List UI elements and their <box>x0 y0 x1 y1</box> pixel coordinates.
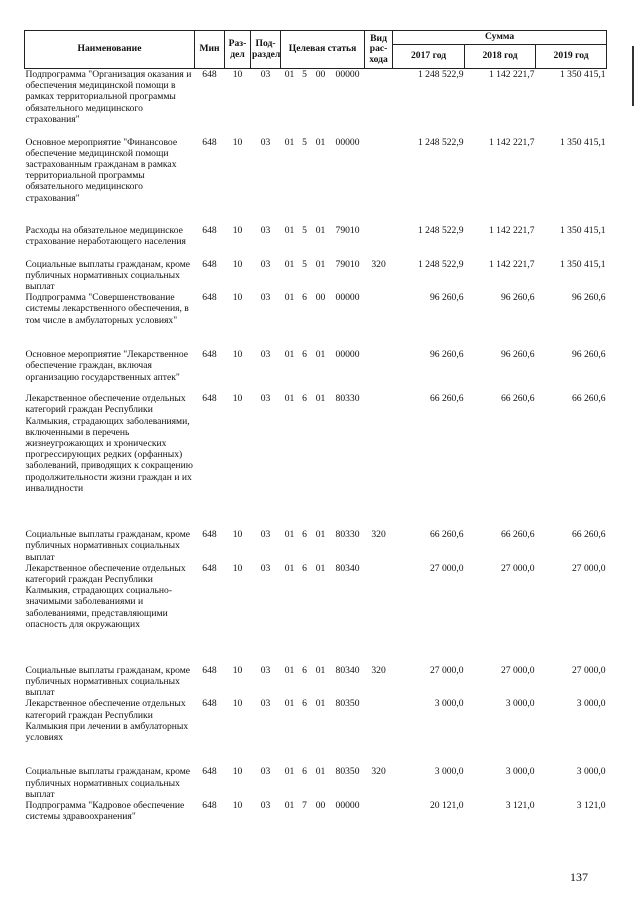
row-vid-cell: 320 <box>371 664 386 676</box>
row-sum-2018-cell: 1 142 221,7 <box>488 224 535 236</box>
row-target-direction-cell: 00000 <box>335 349 360 361</box>
row-target-direction-cell: 00000 <box>335 799 360 811</box>
row-target-subprogram-cell: 6 <box>302 292 307 304</box>
row-sum-2017-cell: 1 248 522,9 <box>417 136 464 148</box>
row-vid-cell: 320 <box>371 258 386 270</box>
row-target-event-cell: 01 <box>315 698 326 710</box>
row-target-subprogram-cell: 6 <box>302 698 307 710</box>
row-sum-2019-cell: 1 350 415,1 <box>559 224 606 236</box>
row-vid-cell <box>365 292 393 349</box>
col-header-vid: Вид рас- хода <box>365 31 393 69</box>
row-name-cell: Подпрограмма "Организация оказания и обеспечения медицинской помощи в рамках территориальной программы обязательного медицинского страхования" <box>25 69 192 125</box>
table-row <box>25 766 607 800</box>
row-target-direction-cell: 80330 <box>335 393 360 405</box>
row-podrazdel-cell: 03 <box>260 69 271 80</box>
row-sum-2019-cell: 3 000,0 <box>576 698 606 710</box>
row-target-subprogram-cell: 5 <box>302 136 307 148</box>
row-podrazdel-cell: 03 <box>260 292 271 304</box>
row-target-event-cell: 01 <box>315 562 326 574</box>
row-target-subprogram-cell: 6 <box>302 664 307 676</box>
table-row <box>25 665 607 699</box>
table-row <box>25 69 607 137</box>
row-min-cell: 648 <box>202 136 217 148</box>
row-min-cell: 648 <box>202 69 217 80</box>
row-sum-2019-cell: 96 260,6 <box>571 349 606 361</box>
row-target-program-cell: 01 <box>284 258 295 270</box>
row-razdel-cell: 10 <box>232 393 243 405</box>
row-sum-2017-cell: 3 000,0 <box>434 766 464 778</box>
row-target-subprogram-cell: 6 <box>302 529 307 541</box>
row-sum-2018-cell: 27 000,0 <box>500 562 535 574</box>
table-row <box>25 800 607 833</box>
row-sum-2018-cell: 1 142 221,7 <box>488 136 535 148</box>
row-sum-2019-cell: 27 000,0 <box>571 664 606 676</box>
row-podrazdel-cell: 03 <box>260 799 271 811</box>
row-podrazdel-cell: 03 <box>260 529 271 541</box>
row-sum-2019-cell: 27 000,0 <box>571 562 606 574</box>
row-target-event-cell: 01 <box>315 349 326 361</box>
row-name-cell: Лекарственное обеспечение отдельных категорий граждан Республики Калмыкия, страдающих заболеваниями, включенными в перечень жизнеугрожающих и хронических прогрессирующих редких (орфанных) заболеваний, приводящих к сокращению продолжительности жизни граждан и их инвалидности <box>25 393 193 494</box>
row-sum-2017-cell: 1 248 522,9 <box>417 69 464 80</box>
row-min-cell: 648 <box>202 562 217 574</box>
row-target-subprogram-cell: 6 <box>302 349 307 361</box>
row-target-program-cell: 01 <box>284 393 295 405</box>
row-target-direction-cell: 80350 <box>335 766 360 778</box>
row-sum-2018-cell: 3 000,0 <box>505 698 535 710</box>
row-target-direction-cell: 80330 <box>335 529 360 541</box>
row-razdel-cell: 10 <box>232 349 243 361</box>
row-razdel-cell: 10 <box>232 224 243 236</box>
row-vid-cell: 320 <box>371 766 386 778</box>
row-name-cell: Расходы на обязательное медицинское страхование неработающего населения <box>25 224 186 247</box>
col-header-podrazdel: Под- раздел <box>251 31 281 69</box>
row-name-cell: Основное мероприятие "Финансовое обеспечение медицинской помощи застрахованным гражданам в рамках территориальной программы обязательного медицинского страхования" <box>25 136 178 204</box>
row-podrazdel-cell: 03 <box>260 393 271 405</box>
row-target-event-cell: 00 <box>315 799 326 811</box>
row-podrazdel-cell: 03 <box>260 258 271 270</box>
row-target-subprogram-cell: 5 <box>302 69 307 80</box>
row-target-event-cell: 01 <box>315 258 326 270</box>
row-razdel-cell: 10 <box>232 562 243 574</box>
row-name-cell: Социальные выплаты гражданам, кроме публичных нормативных социальных выплат <box>25 766 191 800</box>
row-sum-2017-cell: 96 260,6 <box>429 349 464 361</box>
row-razdel-cell: 10 <box>232 529 243 541</box>
row-razdel-cell: 10 <box>232 69 243 80</box>
table-row <box>25 698 607 766</box>
row-vid-cell <box>365 800 393 833</box>
row-sum-2017-cell: 20 121,0 <box>429 799 464 811</box>
col-header-2019: 2019 год <box>536 45 607 69</box>
col-header-2018: 2018 год <box>465 45 536 69</box>
row-target-event-cell: 01 <box>315 393 326 405</box>
page-number: 137 <box>570 870 588 884</box>
row-name-cell: Подпрограмма "Кадровое обеспечение системы здравоохранения" <box>25 799 185 823</box>
row-sum-2018-cell: 66 260,6 <box>500 393 535 405</box>
row-target-program-cell: 01 <box>284 69 295 80</box>
row-razdel-cell: 10 <box>232 799 243 811</box>
row-min-cell: 648 <box>202 766 217 778</box>
row-target-direction-cell: 79010 <box>335 224 360 236</box>
table-body <box>25 69 607 833</box>
row-sum-2018-cell: 27 000,0 <box>500 664 535 676</box>
row-target-event-cell: 01 <box>315 664 326 676</box>
row-sum-2018-cell: 96 260,6 <box>500 292 535 304</box>
row-sum-2018-cell: 3 121,0 <box>505 799 535 811</box>
row-sum-2019-cell: 1 350 415,1 <box>559 258 606 270</box>
row-min-cell: 648 <box>202 224 217 236</box>
row-name-cell: Социальные выплаты гражданам, кроме публичных нормативных социальных выплат <box>25 258 191 292</box>
row-sum-2019-cell: 1 350 415,1 <box>559 136 606 148</box>
row-target-event-cell: 01 <box>315 766 326 778</box>
row-razdel-cell: 10 <box>232 664 243 676</box>
row-sum-2017-cell: 1 248 522,9 <box>417 224 464 236</box>
table-row <box>25 349 607 393</box>
row-target-direction-cell: 79010 <box>335 258 360 270</box>
row-target-program-cell: 01 <box>284 562 295 574</box>
row-target-program-cell: 01 <box>284 292 295 304</box>
row-target-event-cell: 01 <box>315 136 326 148</box>
row-target-event-cell: 00 <box>315 69 326 80</box>
row-sum-2019-cell: 1 350 415,1 <box>559 69 606 80</box>
row-target-program-cell: 01 <box>284 224 295 236</box>
row-sum-2018-cell: 1 142 221,7 <box>488 69 535 80</box>
row-vid-cell <box>365 349 393 393</box>
row-target-program-cell: 01 <box>284 664 295 676</box>
table-row <box>25 137 607 225</box>
row-min-cell: 648 <box>202 349 217 361</box>
col-header-target: Целевая статья <box>281 31 365 69</box>
row-sum-2019-cell: 66 260,6 <box>571 529 606 541</box>
row-sum-2019-cell: 66 260,6 <box>571 393 606 405</box>
row-sum-2018-cell: 96 260,6 <box>500 349 535 361</box>
row-target-subprogram-cell: 6 <box>302 766 307 778</box>
col-header-name: Наименование <box>25 31 195 69</box>
margin-rule <box>632 46 634 106</box>
row-vid-cell <box>365 137 393 225</box>
row-target-subprogram-cell: 7 <box>302 799 307 811</box>
table-row <box>25 529 607 563</box>
row-name-cell: Подпрограмма "Совершенствование системы лекарственного обеспечения, в том числе в амбулаторных условиях" <box>25 292 189 326</box>
table-row <box>25 259 607 293</box>
table-row <box>25 292 607 349</box>
row-vid-cell <box>365 225 393 259</box>
row-target-subprogram-cell: 5 <box>302 224 307 236</box>
row-name-cell: Социальные выплаты гражданам, кроме публичных нормативных социальных выплат <box>25 529 191 563</box>
row-target-program-cell: 01 <box>284 799 295 811</box>
row-podrazdel-cell: 03 <box>260 766 271 778</box>
row-target-event-cell: 01 <box>315 224 326 236</box>
row-sum-2017-cell: 96 260,6 <box>429 292 464 304</box>
row-name-cell: Лекарственное обеспечение отдельных категорий граждан Республики Калмыкия, страдающих социально-значимыми заболеваниями и заболеваниями, представляющими опасность для окружающих <box>25 562 186 630</box>
row-target-subprogram-cell: 6 <box>302 393 307 405</box>
row-razdel-cell: 10 <box>232 766 243 778</box>
table-row <box>25 393 607 529</box>
row-target-direction-cell: 80340 <box>335 562 360 574</box>
row-sum-2019-cell: 3 000,0 <box>576 766 606 778</box>
row-min-cell: 648 <box>202 292 217 304</box>
table-row <box>25 563 607 665</box>
row-razdel-cell: 10 <box>232 698 243 710</box>
row-vid-cell <box>365 69 393 137</box>
row-name-cell: Лекарственное обеспечение отдельных категорий граждан Республики Калмыкия при лечении в амбулаторных условиях <box>25 698 189 743</box>
row-min-cell: 648 <box>202 664 217 676</box>
row-min-cell: 648 <box>202 393 217 405</box>
row-min-cell: 648 <box>202 529 217 541</box>
row-sum-2017-cell: 3 000,0 <box>434 698 464 710</box>
row-podrazdel-cell: 03 <box>260 562 271 574</box>
row-name-cell: Основное мероприятие "Лекарственное обеспечение граждан, включая организацию государственных аптек" <box>25 349 189 383</box>
col-header-sum: Сумма <box>393 31 607 45</box>
row-target-event-cell: 01 <box>315 529 326 541</box>
row-sum-2019-cell: 96 260,6 <box>571 292 606 304</box>
row-target-direction-cell: 00000 <box>335 292 360 304</box>
row-target-direction-cell: 80340 <box>335 664 360 676</box>
row-sum-2018-cell: 1 142 221,7 <box>488 258 535 270</box>
row-target-direction-cell: 80350 <box>335 698 360 710</box>
row-podrazdel-cell: 03 <box>260 349 271 361</box>
row-vid-cell <box>365 698 393 766</box>
row-target-subprogram-cell: 5 <box>302 258 307 270</box>
row-sum-2017-cell: 1 248 522,9 <box>417 258 464 270</box>
table-header <box>25 31 607 69</box>
row-razdel-cell: 10 <box>232 292 243 304</box>
row-target-subprogram-cell: 6 <box>302 562 307 574</box>
row-razdel-cell: 10 <box>232 136 243 148</box>
col-header-min: Мин <box>195 31 225 69</box>
row-podrazdel-cell: 03 <box>260 136 271 148</box>
row-vid-cell <box>365 393 393 529</box>
table-row <box>25 225 607 259</box>
row-sum-2018-cell: 3 000,0 <box>505 766 535 778</box>
row-podrazdel-cell: 03 <box>260 664 271 676</box>
row-vid-cell <box>365 563 393 665</box>
row-sum-2017-cell: 66 260,6 <box>429 393 464 405</box>
row-name-cell: Социальные выплаты гражданам, кроме публичных нормативных социальных выплат <box>25 664 191 699</box>
row-target-program-cell: 01 <box>284 529 295 541</box>
row-sum-2018-cell: 66 260,6 <box>500 529 535 541</box>
row-razdel-cell: 10 <box>232 258 243 270</box>
row-target-program-cell: 01 <box>284 766 295 778</box>
row-target-program-cell: 01 <box>284 349 295 361</box>
row-sum-2017-cell: 27 000,0 <box>429 562 464 574</box>
col-header-razdel: Раз- дел <box>225 31 251 69</box>
row-target-event-cell: 00 <box>315 292 326 304</box>
row-min-cell: 648 <box>202 799 217 811</box>
row-min-cell: 648 <box>202 698 217 710</box>
row-target-direction-cell: 00000 <box>335 136 360 148</box>
row-podrazdel-cell: 03 <box>260 698 271 710</box>
row-sum-2017-cell: 27 000,0 <box>429 664 464 676</box>
row-min-cell: 648 <box>202 258 217 270</box>
budget-table <box>24 30 607 833</box>
row-target-direction-cell: 00000 <box>335 69 360 80</box>
row-vid-cell: 320 <box>371 529 386 541</box>
col-header-2017: 2017 год <box>393 45 465 69</box>
row-target-program-cell: 01 <box>284 136 295 148</box>
row-podrazdel-cell: 03 <box>260 224 271 236</box>
row-sum-2019-cell: 3 121,0 <box>576 799 606 811</box>
row-target-program-cell: 01 <box>284 698 295 710</box>
row-sum-2017-cell: 66 260,6 <box>429 529 464 541</box>
